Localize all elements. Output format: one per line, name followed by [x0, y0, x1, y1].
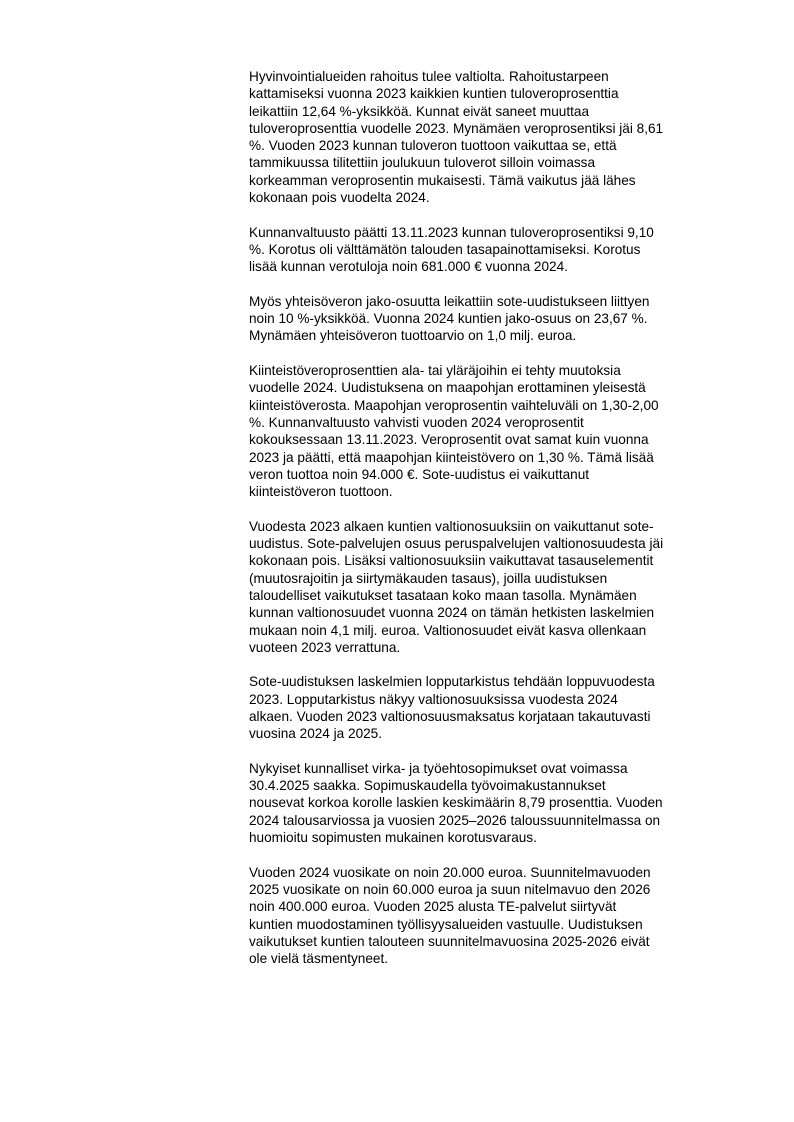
paragraph-annual-margin: Vuoden 2024 vuosikate on noin 20.000 euroa. Suunnitelmavuoden 2025 vuosikate on noin 60.000 euroa ja suun nitelmavuo den 2026 noin 400.000 euroa. Vuoden 2025 alusta TE-palvelut siirtyvät kuntien muodostaminen työllisyysalueiden vastuulle. Uudistuksen vaikutukset kuntien talouteen suunnitelmavuosina 2025-2026 eivät ole vielä täsmentyneet. — [249, 864, 651, 967]
paragraph-state-subsidies: Vuodesta 2023 alkaen kuntien valtionosuuksiin on vaikuttanut sote- uudistus. Sote-palvelujen osuus peruspalvelujen valtionosuudesta jäi kokonaan pois. Lisäksi valtionosuuksiin vaikuttavat tasauselementit (muutosrajoitin ja siirtymäkauden tasaus), joilla uudistuksen taloudelliset vaikutukset tasataan koko maan tasolla. Mynämäen kunnan valtionosuudet vuonna 2024 on tämän hetkisten laskelmien mukaan noin 4,1 milj. euroa. Valtionosuudet eivät kasva ollenkaan vuoteen 2023 verrattuna. — [249, 518, 664, 655]
paragraph-property-tax: Kiinteistöveroprosenttien ala- tai yläräjoihin ei tehty muutoksia vuodelle 2024. Uudistuksena on maapohjan erottaminen yleisestä kiinteistöverosta. Maapohjan veroprosentin vaihteluväli on 1,30-2,00 %. Kunnanvaltuusto vahvisti vuoden 2024 veroprosentit kokouksessaan 13.11.2023. Veroprosentit ovat samat kuin vuonna 2023 ja päätti, että maapohjan kiinteistövero on 1,30 %. Tämä lisää veron tuottoa noin 94.000 €. Sote-uudistus ei vaikuttanut kiinteistöveron tuottoon. — [249, 363, 659, 500]
document-body — [249, 68, 741, 985]
paragraph-revenue-funding: Hyvinvointialueiden rahoitus tulee valtiolta. Rahoitustarpeen kattamiseksi vuonna 2023 kaikkien kuntien tuloveroprosenttia leikattiin 12,64 %-yksikköä. Kunnat eivät saneet muuttaa tuloveroprosenttia vuodelle 2023. Mynämäen veroprosentiksi jäi 8,61 %. Vuoden 2023 kunnan tuloveron tuottoon vaikuttaa se, että tammikuussa tilitettiin joulukuun tuloverot silloin voimassa korkeamman veroprosentin mukaisesti. Tämä vaikutus jää lähes kokonaan pois vuodelta 2024. — [249, 69, 664, 206]
paragraph-labor-agreements: Nykyiset kunnalliset virka- ja työehtosopimukset ovat voimassa 30.4.2025 saakka. Sopimuskaudella työvoimakustannukset nousevat korkoa korolle laskien keskimäärin 8,79 prosenttia. Vuoden 2024 talousarviossa ja vuosien 2025–2026 taloussuunnitelmassa on huomioitu sopimusten mukainen korotusvaraus. — [249, 760, 663, 846]
paragraph-corporate-tax: Myös yhteisöveron jako-osuutta leikattiin sote-uudistukseen liittyen noin 10 %-yksikköä. Vuonna 2024 kuntien jako-osuus on 23,67 %. Mynämäen yhteisöveron tuottoarvio on 1,0 milj. euroa. — [249, 293, 650, 344]
paragraph-reform-final-check: Sote-uudistuksen laskelmien lopputarkistus tehdään loppuvuodesta 2023. Lopputarkistus näkyy valtionosuuksissa vuodesta 2024 alkaen. Vuoden 2023 valtionosuusmaksatus korjataan takautuvasti vuosina 2024 ja 2025. — [249, 674, 655, 742]
paragraph-tax-rate-decision: Kunnanvaltuusto päätti 13.11.2023 kunnan tuloveroprosentiksi 9,10 %. Korotus oli välttämätön talouden tasapainottamiseksi. Korotus lisää kunnan verotuloja noin 681.000 € vuonna 2024. — [249, 224, 654, 275]
